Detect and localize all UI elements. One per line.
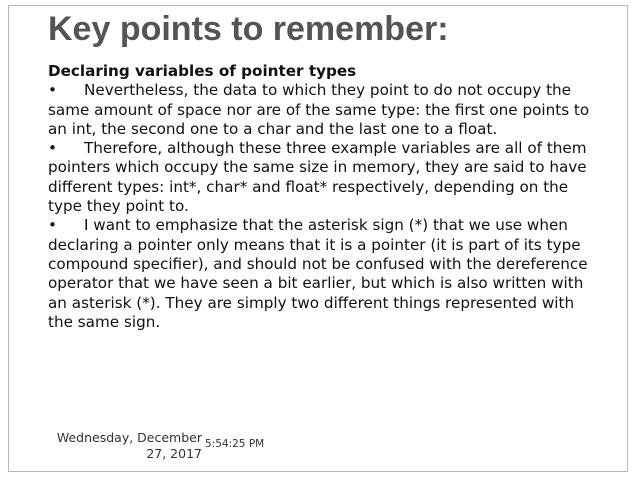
bullet-marker: • xyxy=(48,81,57,100)
footer-time: 5:54:25 PM xyxy=(205,438,265,450)
bullet-text: Therefore, although these three example variables are all of them pointers which occupy the same size in memory, they are said to have different types: int*, char* and float* respectively, depending on the type they point to. xyxy=(48,139,587,216)
bullet-item xyxy=(48,139,600,216)
footer-date-line2: 27, 2017 xyxy=(146,446,202,461)
bullet-item xyxy=(48,216,600,332)
bullet-marker: • xyxy=(48,216,57,235)
slide-title: Key points to remember: xyxy=(48,10,449,48)
bullet-item xyxy=(48,81,600,139)
bullet-text: Nevertheless, the data to which they point to do not occupy the same amount of space nor are of the same type: the first one points to an int, the second one to a char and the last one to a float. xyxy=(48,81,590,138)
bullet-marker: • xyxy=(48,139,57,158)
footer-date xyxy=(56,430,202,462)
bullet-text: I want to emphasize that the asterisk sign (*) that we use when declaring a pointer only means that it is a pointer (it is part of its type compound specifier), and should not be confused with the dereference operator that we have seen a bit earlier, but which is also written with an asterisk (*). They are simply two different things represented with the same sign. xyxy=(48,216,588,331)
footer-date-line1: Wednesday, December xyxy=(56,430,202,445)
subheading: Declaring variables of pointer types xyxy=(48,62,357,80)
slide-body xyxy=(48,62,600,332)
